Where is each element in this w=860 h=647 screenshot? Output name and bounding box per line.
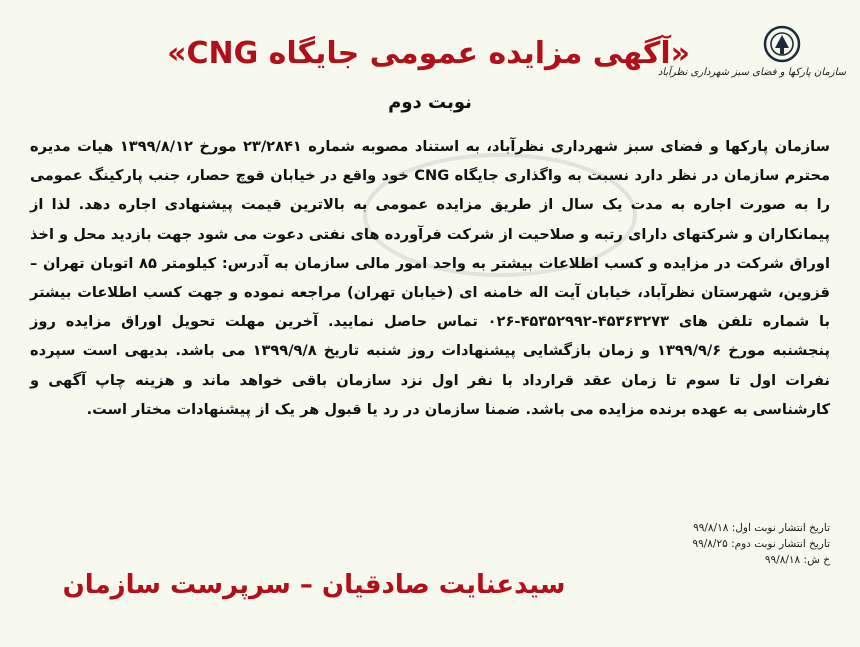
announcement-body: سازمان پارکها و فضای سبز شهرداری نظرآباد، به استناد مصوبه شماره ۲۳/۲۸۴۱ مورخ ۱۳۹۹/۸/۱۲ هیات مدیره محترم سازمان در نظر دارد نسبت به واگذاری جایگاه CNG خود واقع در خیابان قوچ حصار، جنب پارکینگ عمومی را به صورت اجاره به مدت یک سال از طریق مزایده عمومی به بالاترین قیمت پیشنهادی اجاره دهد. لذا از پیمانکاران و شرکتهای دارای رتبه و صلاحیت از شرکت فرآورده های نفتی دعوت می شود جهت بازدید محل و اخذ اوراق شرکت در مزایده و کسب اطلاعات بیشتر به واحد امور مالی سازمان به آدرس: کیلومتر ۸۵ اتوبان تهران – قزوین، شهرستان نظرآباد، خیابان آیت اله خامنه ای (خیابان تهران) مراجعه نموده و جهت کسب اطلاعات بیشتر با شماره تلفن های ۴۵۳۶۳۲۷۳-۴۵۳۵۲۹۹۲-۰۲۶ تماس حاصل نمایید. آخرین مهلت تحویل اوراق مزایده روز پنجشنبه مورخ ۱۳۹۹/۹/۶ و زمان بازگشایی پیشنهادات روز شنبه تاریخ ۱۳۹۹/۹/۸ می باشد. بدیهی است سپرده نفرات اول تا سوم تا زمان عقد قرارداد با نفر اول نزد سازمان باقی خواهد ماند و هزینه چاپ آگهی و کارشناسی به عهده برنده مزایده می باشد. ضمنا سازمان در رد یا قبول هر یک از پیشنهادات مختار است. — [30, 138, 830, 418]
publication-code: خ ش: ۹۹/۸/۱۸ — [764, 554, 830, 566]
page-title: «آگهی مزایده عمومی جایگاه CNG» — [167, 36, 690, 71]
municipal-emblem-icon — [762, 24, 802, 64]
publication-dates — [530, 520, 830, 568]
signature: سیدعنایت صادقیان – سرپرست سازمان — [62, 570, 566, 600]
first-publication-date: تاریخ انتشار نوبت اول: ۹۹/۸/۱۸ — [693, 522, 830, 534]
header — [0, 18, 860, 96]
publication-round: نوبت دوم — [388, 92, 472, 113]
second-publication-date: تاریخ انتشار نوبت دوم: ۹۹/۸/۲۵ — [692, 538, 830, 550]
organization-logo — [657, 24, 846, 92]
organization-logo-text: سازمان پارکها و فضای سبز شهرداری نظرآباد — [657, 67, 846, 78]
